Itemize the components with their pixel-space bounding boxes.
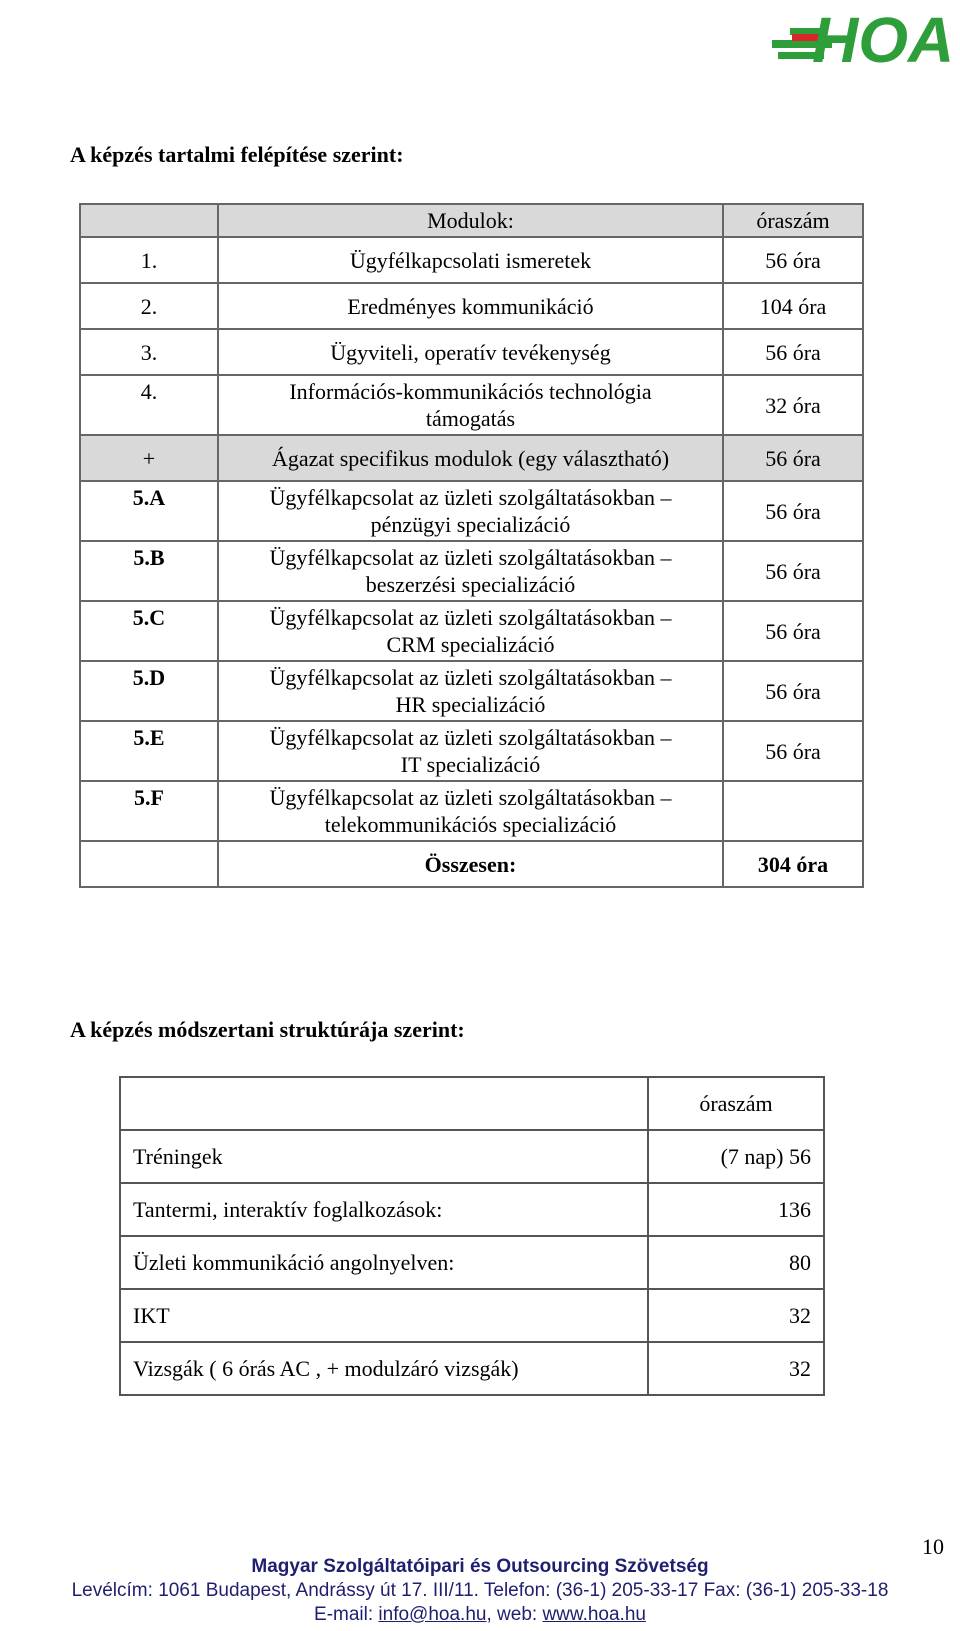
web-label: , web: — [486, 1604, 543, 1625]
spec-line2: HR specializáció — [395, 692, 546, 717]
spec-row — [80, 541, 863, 601]
row-name: Ügyviteli, operatív tevékenység — [218, 329, 723, 375]
methods-table — [119, 1076, 825, 1396]
footer-org: Magyar Szolgáltatóipari és Outsourcing Szövetség — [251, 1556, 709, 1577]
table-header-row — [80, 204, 863, 237]
spec-name — [218, 481, 723, 541]
spec-line2: CRM specializáció — [386, 632, 555, 657]
modules-table — [79, 203, 864, 888]
row-name: Eredményes kommunikáció — [218, 283, 723, 329]
hoa-logo — [772, 4, 960, 70]
row-hours: 104 óra — [723, 283, 863, 329]
row-name — [218, 375, 723, 435]
total-hours: 304 óra — [723, 841, 863, 887]
row-value: 32 — [648, 1342, 824, 1395]
footer-contact — [0, 1604, 960, 1626]
row-value: 80 — [648, 1236, 824, 1289]
spec-name — [218, 661, 723, 721]
spec-line2: beszerzési specializáció — [365, 572, 576, 597]
section1-heading: A képzés tartalmi felépítése szerint: — [70, 142, 404, 167]
table-row — [80, 375, 863, 435]
spec-code: 5.A — [80, 481, 218, 541]
email-label: E-mail: — [314, 1604, 379, 1625]
email-link[interactable]: info@hoa.hu — [378, 1604, 487, 1625]
table-row — [120, 1130, 824, 1183]
row-label: IKT — [120, 1289, 648, 1342]
row-name: Ágazat specifikus modulok (egy választható) — [218, 435, 723, 481]
table-row — [80, 329, 863, 375]
spec-row — [80, 661, 863, 721]
row-label: Vizsgák ( 6 órás AC , + modulzáró vizsgák) — [120, 1342, 648, 1395]
spec-line1: Ügyfélkapcsolat az üzleti szolgáltatásokban – — [269, 605, 672, 630]
row-num: 4. — [80, 375, 218, 435]
spec-row — [80, 601, 863, 661]
spec-hours: 56 óra — [723, 601, 863, 661]
row-name: Ügyfélkapcsolati ismeretek — [218, 237, 723, 283]
footer-address: Levélcím: 1061 Budapest, Andrássy út 17. III/11. Telefon: (36-1) 205-33-17 Fax: (36-1) 205-33-18 — [71, 1580, 889, 1601]
row-name-line2: támogatás — [425, 406, 516, 431]
spec-line2: IT specializáció — [400, 752, 541, 777]
spec-code: 5.F — [80, 781, 218, 841]
web-link[interactable]: www.hoa.hu — [542, 1604, 646, 1625]
row-num: 3. — [80, 329, 218, 375]
spec-row — [80, 721, 863, 781]
spec-line1: Ügyfélkapcsolat az üzleti szolgáltatásokban – — [269, 785, 672, 810]
spec-line2: pénzügyi specializáció — [370, 512, 571, 537]
spec-hours: 56 óra — [723, 541, 863, 601]
page-number: 10 — [922, 1534, 944, 1559]
row-name-line1: Információs-kommunikációs technológia — [289, 379, 652, 404]
row-label: Tantermi, interaktív foglalkozások: — [120, 1183, 648, 1236]
row-value: (7 nap) 56 — [648, 1130, 824, 1183]
header-cell-modules: Modulok: — [218, 204, 723, 237]
header-cell-hours: óraszám — [648, 1077, 824, 1130]
header-cell-num — [80, 204, 218, 237]
table-row — [120, 1342, 824, 1395]
spec-name — [218, 781, 723, 841]
table-row — [120, 1289, 824, 1342]
row-num: 2. — [80, 283, 218, 329]
spec-name — [218, 601, 723, 661]
spec-hours: 56 óra — [723, 661, 863, 721]
spec-line1: Ügyfélkapcsolat az üzleti szolgáltatásokban – — [269, 725, 672, 750]
spec-code: 5.E — [80, 721, 218, 781]
spec-row — [80, 481, 863, 541]
spec-line1: Ügyfélkapcsolat az üzleti szolgáltatásokban – — [269, 545, 672, 570]
row-label: Üzleti kommunikáció angolnyelven: — [120, 1236, 648, 1289]
table-row — [80, 237, 863, 283]
total-empty — [80, 841, 218, 887]
section2-heading: A képzés módszertani struktúrája szerint: — [70, 1017, 465, 1042]
spec-row — [80, 781, 863, 841]
spec-line1: Ügyfélkapcsolat az üzleti szolgáltatásokban – — [269, 485, 672, 510]
sector-row — [80, 435, 863, 481]
table-header-row — [120, 1077, 824, 1130]
spec-hours: 56 óra — [723, 481, 863, 541]
total-label: Összesen: — [218, 841, 723, 887]
spec-hours: 56 óra — [723, 721, 863, 781]
logo-text: HOA — [812, 4, 955, 70]
table-row — [120, 1183, 824, 1236]
header-cell-hours: óraszám — [723, 204, 863, 237]
row-num: + — [80, 435, 218, 481]
row-hours: 32 óra — [723, 375, 863, 435]
row-num: 1. — [80, 237, 218, 283]
row-value: 136 — [648, 1183, 824, 1236]
spec-code: 5.B — [80, 541, 218, 601]
row-label: Tréningek — [120, 1130, 648, 1183]
spec-code: 5.C — [80, 601, 218, 661]
row-value: 32 — [648, 1289, 824, 1342]
spec-name — [218, 541, 723, 601]
total-row — [80, 841, 863, 887]
table-row — [120, 1236, 824, 1289]
header-cell-empty — [120, 1077, 648, 1130]
spec-code: 5.D — [80, 661, 218, 721]
spec-line1: Ügyfélkapcsolat az üzleti szolgáltatásokban – — [269, 665, 672, 690]
row-hours: 56 óra — [723, 329, 863, 375]
row-hours: 56 óra — [723, 435, 863, 481]
table-row — [80, 283, 863, 329]
spec-name — [218, 721, 723, 781]
spec-line2: telekommunikációs specializáció — [324, 812, 617, 837]
row-hours: 56 óra — [723, 237, 863, 283]
spec-hours — [723, 781, 863, 841]
